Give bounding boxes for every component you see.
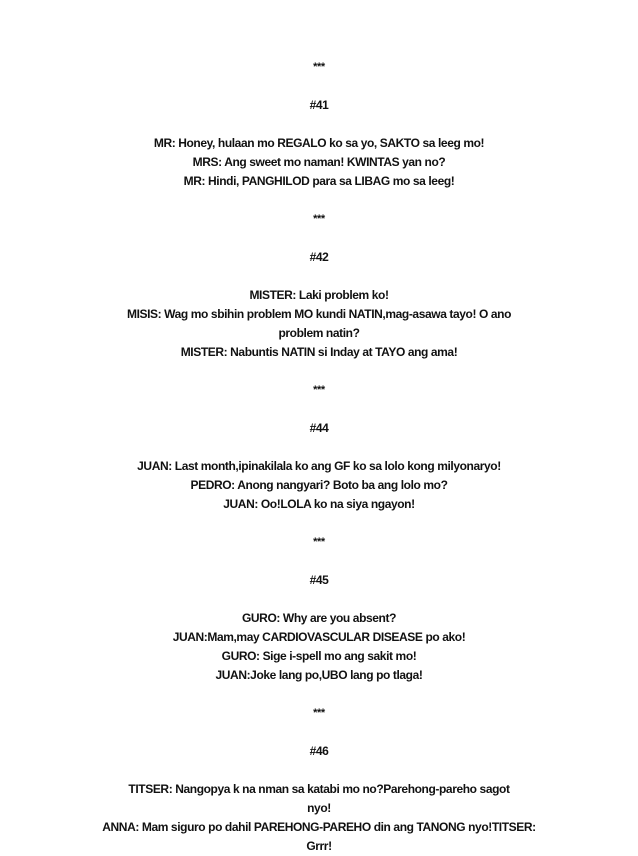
joke-lines bbox=[95, 609, 543, 685]
joke-line: GURO: Sige i-spell mo ang sakit mo! bbox=[221, 649, 417, 663]
section-separator: *** bbox=[313, 536, 325, 548]
joke-line: MR: Hindi, PANGHILOD para sa LIBAG mo sa leeg! bbox=[183, 174, 455, 188]
joke-number: #46 bbox=[309, 744, 329, 758]
joke-content bbox=[95, 58, 543, 856]
joke-line: MRS: Ang sweet mo naman! KWINTAS yan no? bbox=[192, 155, 446, 169]
joke-block-45 bbox=[95, 533, 543, 685]
joke-line: MR: Honey, hulaan mo REGALO ko sa yo, SAKTO sa leeg mo! bbox=[153, 136, 485, 150]
joke-number: #44 bbox=[309, 421, 329, 435]
joke-line: MISTER: Nabuntis NATIN si Inday at TAYO ang ama! bbox=[180, 345, 458, 359]
joke-line: JUAN: Oo!LOLA ko na siya ngayon! bbox=[223, 497, 415, 511]
joke-block-44 bbox=[95, 381, 543, 514]
joke-line: problem natin? bbox=[278, 326, 360, 340]
joke-number: #42 bbox=[309, 250, 329, 264]
joke-lines bbox=[95, 780, 543, 856]
joke-block-42 bbox=[95, 210, 543, 362]
joke-line: MISIS: Wag mo sbihin problem MO kundi NATIN,mag-asawa tayo! O ano bbox=[126, 307, 512, 321]
joke-line: JUAN: Last month,ipinakilala ko ang GF ko sa lolo kong milyonaryo! bbox=[137, 459, 501, 473]
section-separator: *** bbox=[313, 61, 325, 73]
joke-line: TITSER: Nangopya k na nman sa katabi mo no?Parehong-pareho sagot bbox=[128, 782, 510, 796]
joke-line: JUAN:Mam,may CARDIOVASCULAR DISEASE po ako! bbox=[172, 630, 466, 644]
joke-line: GURO: Why are you absent? bbox=[241, 611, 397, 625]
joke-number: #41 bbox=[309, 98, 329, 112]
joke-line: MISTER: Laki problem ko! bbox=[249, 288, 389, 302]
joke-number: #45 bbox=[309, 573, 329, 587]
joke-line: nyo! bbox=[307, 801, 331, 815]
joke-line: PEDRO: Anong nangyari? Boto ba ang lolo mo? bbox=[190, 478, 448, 492]
section-separator: *** bbox=[313, 384, 325, 396]
section-separator: *** bbox=[313, 707, 325, 719]
joke-block-41 bbox=[95, 58, 543, 191]
joke-lines bbox=[95, 457, 543, 514]
joke-line: Grrr! bbox=[306, 839, 332, 853]
joke-line: JUAN:Joke lang po,UBO lang po tlaga! bbox=[215, 668, 423, 682]
joke-line: ANNA: Mam siguro po dahil PAREHONG-PAREHO din ang TANONG nyo!TITSER: bbox=[102, 820, 536, 834]
joke-block-46 bbox=[95, 704, 543, 856]
section-separator: *** bbox=[313, 213, 325, 225]
joke-lines bbox=[95, 134, 543, 191]
joke-lines bbox=[95, 286, 543, 362]
